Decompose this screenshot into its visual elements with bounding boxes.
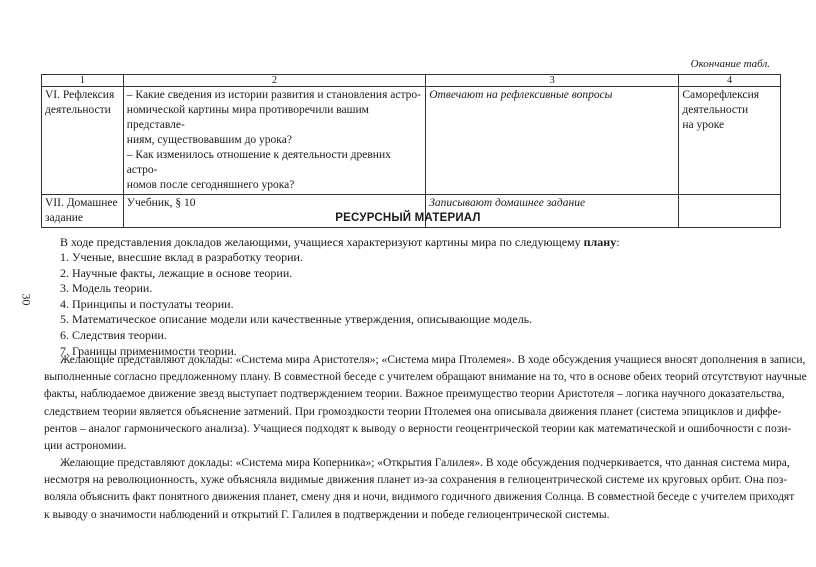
paragraph-copernicus-galileo bbox=[44, 455, 795, 524]
paragraph-line: Желающие представляют доклады: «Система мира Коперника»; «Открытия Галилея». В ходе обсуждения подчеркивается, что данная система мира, bbox=[60, 457, 790, 469]
stage-line: деятельности bbox=[45, 104, 111, 116]
table-caption: Окончание табл. bbox=[690, 58, 770, 70]
header-cell-1: 1 bbox=[42, 75, 124, 87]
activity-line: номов после сегодняшнего урока? bbox=[126, 179, 295, 191]
intro-bold-word: плану bbox=[583, 235, 617, 249]
list-item: 5. Математическое описание модели или качественные утверждения, описывающие модель. bbox=[60, 312, 533, 327]
student-activity-cell: Отвечают на рефлексивные вопросы bbox=[426, 87, 679, 195]
intro-text: В ходе представления докладов желающими, учащиеся характеризуют картины мира по следующему bbox=[60, 235, 584, 249]
activity-line: ниям, существовавшим до урока? bbox=[126, 134, 292, 146]
paragraph-line: воляла объяснить факт понятного движения планет, смену дня и ночи, видимого годичного движения Солнца. В совместной беседе с учителем приходят bbox=[44, 491, 795, 504]
paragraph-line: Желающие представляют доклады: «Система мира Аристотеля»; «Система мира Птолемея». В ходе обсуждения учащиеся вносят дополнения в записи, bbox=[60, 354, 806, 366]
paragraph-line: следствием теории является объяснение затмений. При громоздкости теории Птолемея она описывала движения планет (система эпициклов и диффе- bbox=[44, 405, 782, 418]
section-title: РЕСУРСНЫЙ МАТЕРИАЛ bbox=[335, 212, 481, 224]
paragraph-line: несмотря на революционность, хуже объясняла видимые движения планет из-за сохранения в гелиоцентрической системе их круговых орбит. Она поз- bbox=[44, 474, 788, 487]
header-cell-4: 4 bbox=[679, 75, 781, 87]
lesson-plan-table bbox=[41, 74, 781, 228]
intro-end: : bbox=[616, 235, 620, 249]
header-cell-2: 2 bbox=[123, 75, 425, 87]
stage-cell bbox=[42, 87, 124, 195]
paragraph-line: рентов – аналог гармонического анализа). Учащиеся подходят к выводу о верности геоцентрической теории как математической и ошибочности с пози- bbox=[44, 422, 792, 435]
plan-list bbox=[60, 250, 780, 359]
teacher-activity-cell bbox=[123, 87, 425, 195]
stage-line: VII. Домашнее bbox=[45, 197, 118, 209]
paragraph-line: ции астрономии. bbox=[44, 440, 127, 453]
table-header-row bbox=[42, 75, 781, 87]
paragraph-line: факты, наблюдаемое движение звезд выступает подтверждением теории. Важное преимущество теории Аристотеля – логика научного доказательства, bbox=[44, 388, 785, 401]
list-item: 4. Принципы и постулаты теории. bbox=[60, 296, 234, 311]
paragraph-line: выполненные согласно предложенному плану. В совместной беседе с учителем обращают внимание на то, что в основе обеих теорий отсутствуют научные bbox=[44, 371, 807, 384]
list-item: 1. Ученые, внесшие вклад в разработку теории. bbox=[60, 250, 303, 264]
activity-line: – Как изменилось отношение к деятельности древних астро- bbox=[126, 149, 391, 176]
header-cell-3: 3 bbox=[426, 75, 679, 87]
intro-paragraph bbox=[60, 234, 780, 250]
page-number: 30 bbox=[19, 293, 34, 306]
result-line: деятельности bbox=[682, 104, 749, 116]
activity-line: номической картины мира противоречили вашим представле- bbox=[126, 104, 369, 131]
table-row bbox=[42, 87, 781, 195]
list-item: 6. Следствия теории. bbox=[60, 327, 167, 342]
result-line: Саморефлексия bbox=[682, 89, 760, 101]
stage-line: VI. Рефлексия bbox=[45, 89, 115, 101]
result-cell bbox=[679, 87, 781, 195]
activity-line: – Какие сведения из истории развития и становления астро- bbox=[126, 89, 421, 101]
activity-line: Учебник, § 10 bbox=[126, 197, 196, 209]
list-item: 3. Модель теории. bbox=[60, 281, 153, 296]
list-item: 7. Границы применимости теории. bbox=[60, 343, 237, 358]
list-item: 2. Научные факты, лежащие в основе теории. bbox=[60, 265, 293, 280]
student-activity-cell: Записывают домашнее задание bbox=[426, 195, 679, 228]
paragraph-line: к выводу о значимости наблюдений и открытий Г. Галилея в подтверждении и победе гелиоцентрической системы. bbox=[44, 508, 610, 521]
result-line: на уроке bbox=[682, 119, 725, 131]
paragraph-aristotle-ptolemy bbox=[44, 352, 807, 455]
stage-line: задание bbox=[45, 212, 84, 224]
